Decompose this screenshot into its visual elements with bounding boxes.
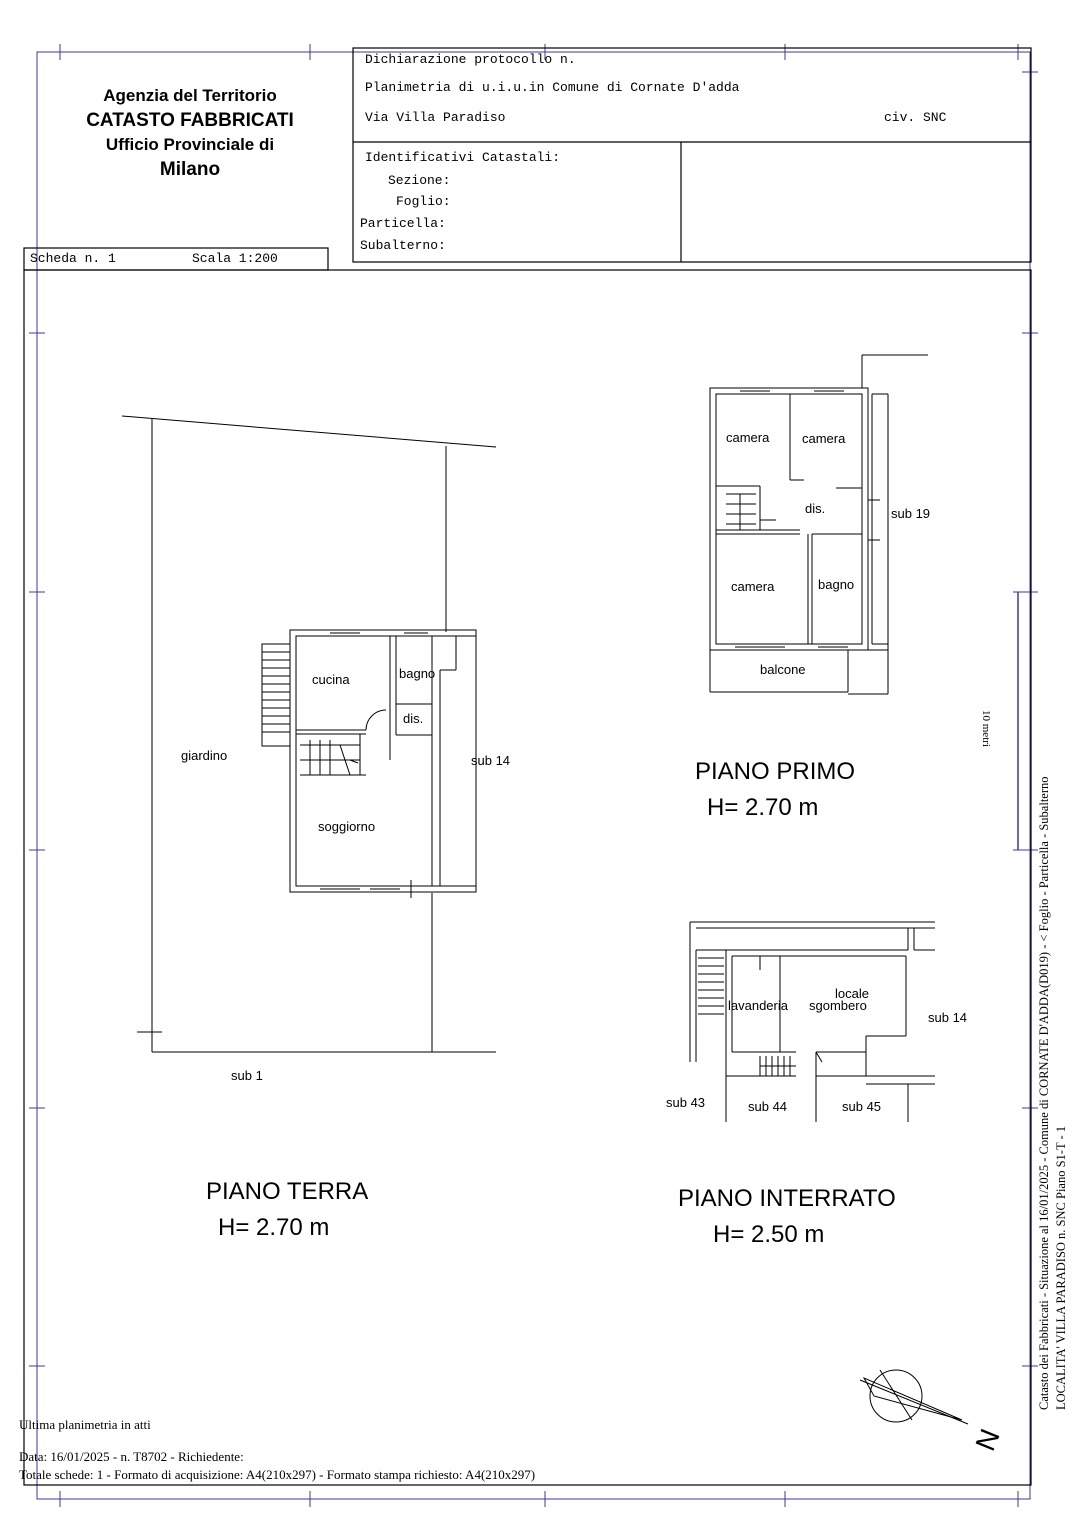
identifiers-title: Identificativi Catastali: <box>365 150 561 165</box>
agency-name: Agenzia del Territorio <box>103 86 277 105</box>
scale-bar-label: 10 metri <box>980 710 992 747</box>
room-camera-2: camera <box>802 431 846 446</box>
scale-label: Scala 1:200 <box>192 251 278 266</box>
room-disimpegno: dis. <box>403 711 424 726</box>
north-arrow-icon <box>860 1370 968 1424</box>
office-city: Milano <box>159 159 221 180</box>
room-bagno-first: bagno <box>818 577 855 592</box>
room-bagno: bagno <box>399 666 436 681</box>
neighbor-sub-44: sub 44 <box>748 1099 788 1114</box>
first-floor-height: H= 2.70 m <box>707 794 819 821</box>
room-locale: locale <box>835 986 869 1001</box>
room-balcone: balcone <box>760 662 806 677</box>
side-info-line-2: LOCALITA' VILLA PARADISO n. SNC Piano S1-T - 1 <box>1054 1125 1068 1410</box>
room-soggiorno: soggiorno <box>318 819 376 834</box>
room-camera-3: camera <box>731 579 775 594</box>
particella-label: Particella: <box>360 216 446 231</box>
room-lavanderia: lavanderia <box>728 998 788 1013</box>
side-info-block <box>1036 620 1070 1410</box>
protocol-label: Dichiarazione protocollo n. <box>365 52 576 67</box>
footer-last-plan: Ultima planimetria in atti <box>19 1417 151 1432</box>
neighbor-sub-1: sub 1 <box>231 1068 263 1083</box>
side-info-line-1: Catasto dei Fabbricati - Situazione al 16/01/2025 - Comune di CORNATE D'ADDA(D019) - < Foglio - Particella - Subalterno <box>1037 776 1051 1410</box>
room-sgombero: sgombero <box>809 998 867 1013</box>
civic-number: civ. SNC <box>884 110 947 125</box>
agency-block <box>40 86 340 181</box>
room-cucina: cucina <box>312 672 350 687</box>
basement-height: H= 2.50 m <box>713 1221 825 1248</box>
footer-date-line: Data: 16/01/2025 - n. T8702 - Richiedente: <box>19 1449 244 1464</box>
room-giardino: giardino <box>181 748 228 763</box>
office-label: Ufficio Provinciale di <box>105 135 275 154</box>
first-floor-title: PIANO PRIMO <box>695 758 856 785</box>
room-disimpegno-first: dis. <box>805 501 826 516</box>
neighbor-sub-45: sub 45 <box>842 1099 882 1114</box>
plan-label: Planimetria di u.i.u.in Comune di Cornate D'adda <box>365 80 740 95</box>
room-camera-1: camera <box>726 430 770 445</box>
subalterno-label: Subalterno: <box>360 238 446 253</box>
ground-floor-title: PIANO TERRA <box>206 1178 369 1205</box>
ground-floor-height: H= 2.70 m <box>218 1214 330 1241</box>
scheda-number: Scheda n. 1 <box>30 251 116 266</box>
neighbor-sub-14-basement: sub 14 <box>928 1010 968 1025</box>
north-label: N <box>969 1424 1006 1455</box>
neighbor-sub-19: sub 19 <box>891 506 931 521</box>
foglio-label: Foglio: <box>396 194 451 209</box>
neighbor-sub-43: sub 43 <box>666 1095 706 1110</box>
catasto-title: CATASTO FABBRICATI <box>86 110 294 131</box>
basement-title: PIANO INTERRATO <box>678 1185 896 1212</box>
sezione-label: Sezione: <box>388 173 451 188</box>
address: Via Villa Paradiso <box>365 110 506 125</box>
footer-totals-line: Totale schede: 1 - Formato di acquisizione: A4(210x297) - Formato stampa richiesto: A4(210x297) <box>19 1467 536 1482</box>
neighbor-sub-14: sub 14 <box>471 753 511 768</box>
